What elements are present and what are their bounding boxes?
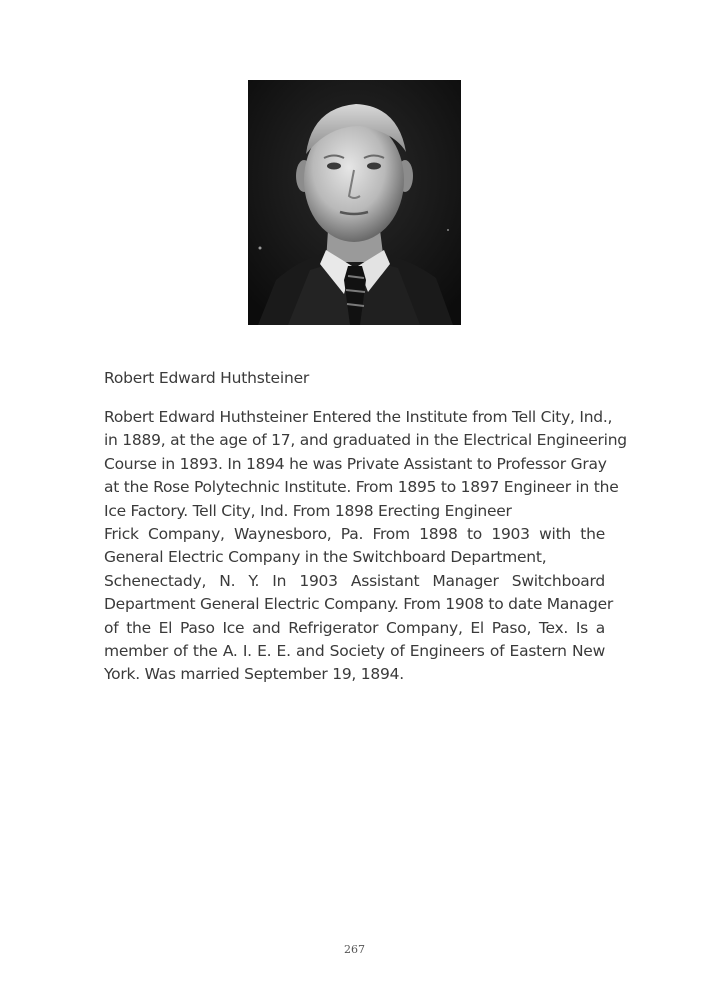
bio-line: in 1889, at the age of 17, and graduated in the Electrical Engineering (104, 431, 627, 450)
bio-line: Course in 1893. In 1894 he was Private Assistant to Professor Gray (104, 454, 607, 473)
bio-line: York. Was married September 19, 1894. (104, 665, 404, 684)
bio-line: at the Rose Polytechnic Institute. From 1895 to 1897 Engineer in the (104, 478, 619, 497)
bio-line: Frick Company, Waynesboro, Pa. From 1898 to 1903 with the (104, 524, 605, 543)
bio-line: Schenectady, N. Y. In 1903 Assistant Manager Switchboard (104, 571, 605, 590)
bio-line: Ice Factory. Tell City, Ind. From 1898 Erecting Engineer (104, 501, 512, 520)
page-number: 267 (344, 943, 365, 956)
person-name-heading: Robert Edward Huthsteiner (104, 369, 310, 387)
bio-line: of the El Paso Ice and Refrigerator Company, El Paso, Tex. Is a (104, 618, 605, 637)
biography-text (104, 406, 627, 687)
bio-line: Robert Edward Huthsteiner Entered the Institute from Tell City, Ind., (104, 408, 613, 426)
bio-line: member of the A. I. E. E. and Society of Engineers of Eastern New (104, 641, 605, 660)
bio-line: General Electric Company in the Switchboard Department, (104, 548, 547, 567)
portrait-photo (248, 80, 461, 325)
bio-line: Department General Electric Company. From 1908 to date Manager (104, 595, 613, 614)
